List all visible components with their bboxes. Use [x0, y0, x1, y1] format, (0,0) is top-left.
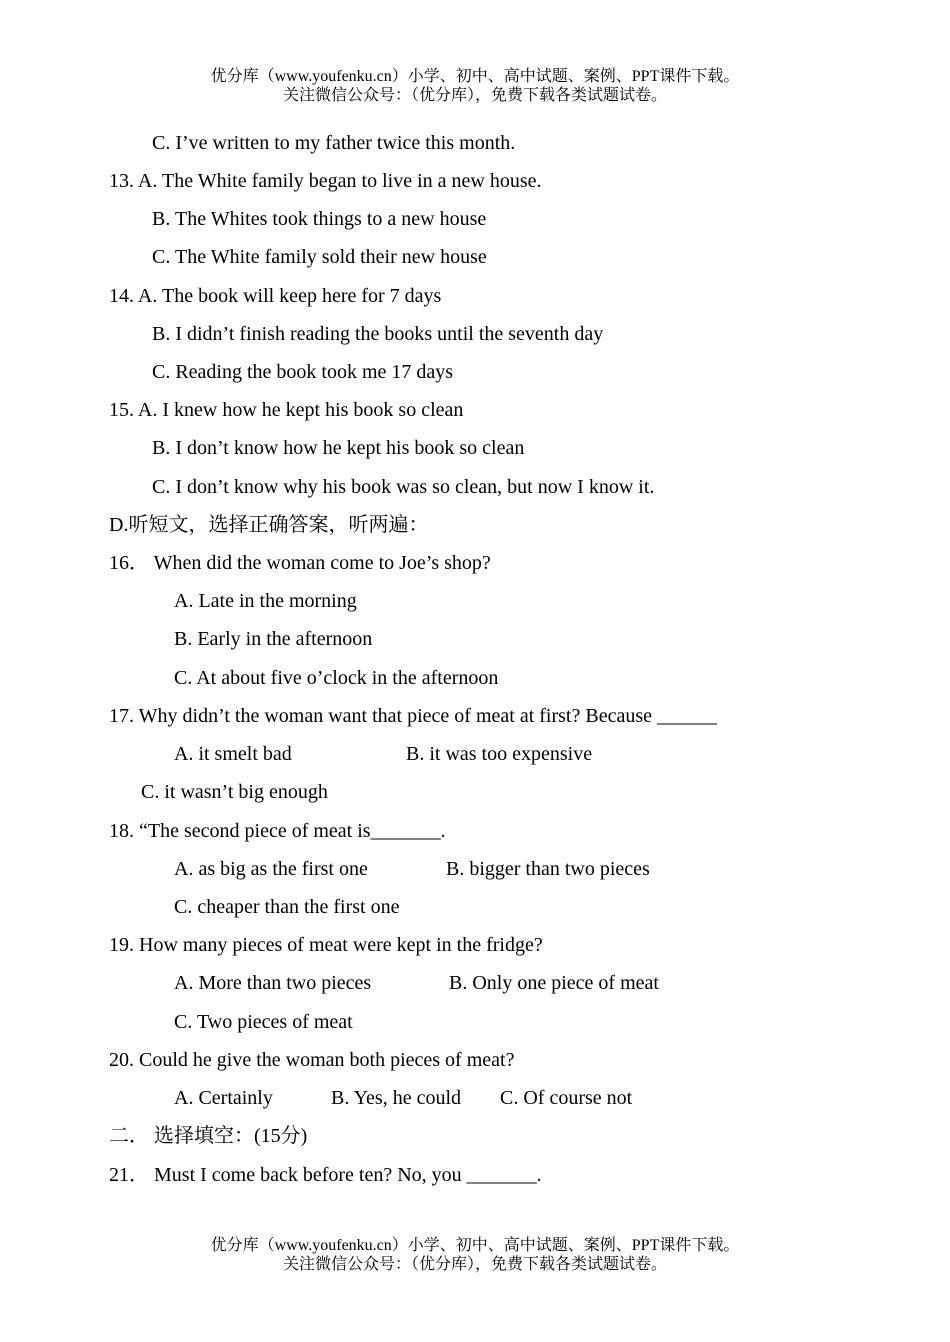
section-2-heading: 二． 选择填空：(15分)	[109, 1125, 308, 1147]
q17-option-a: A. it smelt bad	[174, 743, 292, 765]
header-line-1: 优分库（www.youfenku.cn）小学、初中、高中试题、案例、PPT课件下载。	[210, 68, 740, 85]
q18-option-b: B. bigger than two pieces	[446, 858, 650, 880]
q20-option-a: A. Certainly	[174, 1087, 273, 1109]
q19-option-c: C. Two pieces of meat	[174, 1011, 353, 1033]
footer-line-1: 优分库（www.youfenku.cn）小学、初中、高中试题、案例、PPT课件下载。	[210, 1237, 740, 1254]
q19-stem: 19. How many pieces of meat were kept in the fridge?	[109, 934, 543, 956]
q20-option-c: C. Of course not	[500, 1087, 633, 1109]
section-d-heading: D.听短文，选择正确答案，听两遍：	[109, 514, 429, 536]
q14-option-c: C. Reading the book took me 17 days	[152, 361, 454, 383]
page-footer	[0, 1236, 950, 1274]
q17-option-b: B. it was too expensive	[406, 743, 593, 765]
q19-option-a: A. More than two pieces	[174, 972, 372, 994]
q16-option-c: C. At about five o’clock in the afternoon	[174, 667, 499, 689]
q16-option-b: B. Early in the afternoon	[174, 628, 373, 650]
q15-stem-option-a: 15. A. I knew how he kept his book so clean	[109, 399, 464, 421]
q16-stem: 16． When did the woman come to Joe’s shop?	[109, 552, 491, 574]
header-line-2: 关注微信公众号：（优分库），免费下载各类试题试卷。	[282, 87, 667, 104]
q16-option-a: A. Late in the morning	[174, 590, 357, 612]
page-header	[0, 67, 950, 105]
q13-option-b: B. The Whites took things to a new house	[152, 208, 487, 230]
q12-option-c: C. I’ve written to my father twice this month.	[152, 132, 516, 154]
q14-option-b: B. I didn’t finish reading the books until the seventh day	[152, 323, 604, 345]
q18-option-a: A. as big as the first one	[174, 858, 368, 880]
footer-line-2: 关注微信公众号：（优分库），免费下载各类试题试卷。	[282, 1256, 667, 1273]
q14-stem-option-a: 14. A. The book will keep here for 7 days	[109, 285, 442, 307]
q18-stem: 18. “The second piece of meat is_______.	[109, 820, 446, 842]
q13-option-c: C. The White family sold their new house	[152, 246, 487, 268]
q15-option-c: C. I don’t know why his book was so clean, but now I know it.	[152, 476, 655, 498]
q20-stem: 20. Could he give the woman both pieces of meat?	[109, 1049, 515, 1071]
q17-stem: 17. Why didn’t the woman want that piece of meat at first? Because ______	[109, 705, 717, 727]
q17-option-c: C. it wasn’t big enough	[141, 781, 328, 803]
q19-option-b: B. Only one piece of meat	[449, 972, 659, 994]
q18-option-c: C. cheaper than the first one	[174, 896, 400, 918]
q20-option-b: B. Yes, he could	[331, 1087, 462, 1109]
q21-stem: 21． Must I come back before ten? No, you _______.	[109, 1164, 542, 1186]
q15-option-b: B. I don’t know how he kept his book so clean	[152, 437, 525, 459]
q13-stem-option-a: 13. A. The White family began to live in a new house.	[109, 170, 542, 192]
